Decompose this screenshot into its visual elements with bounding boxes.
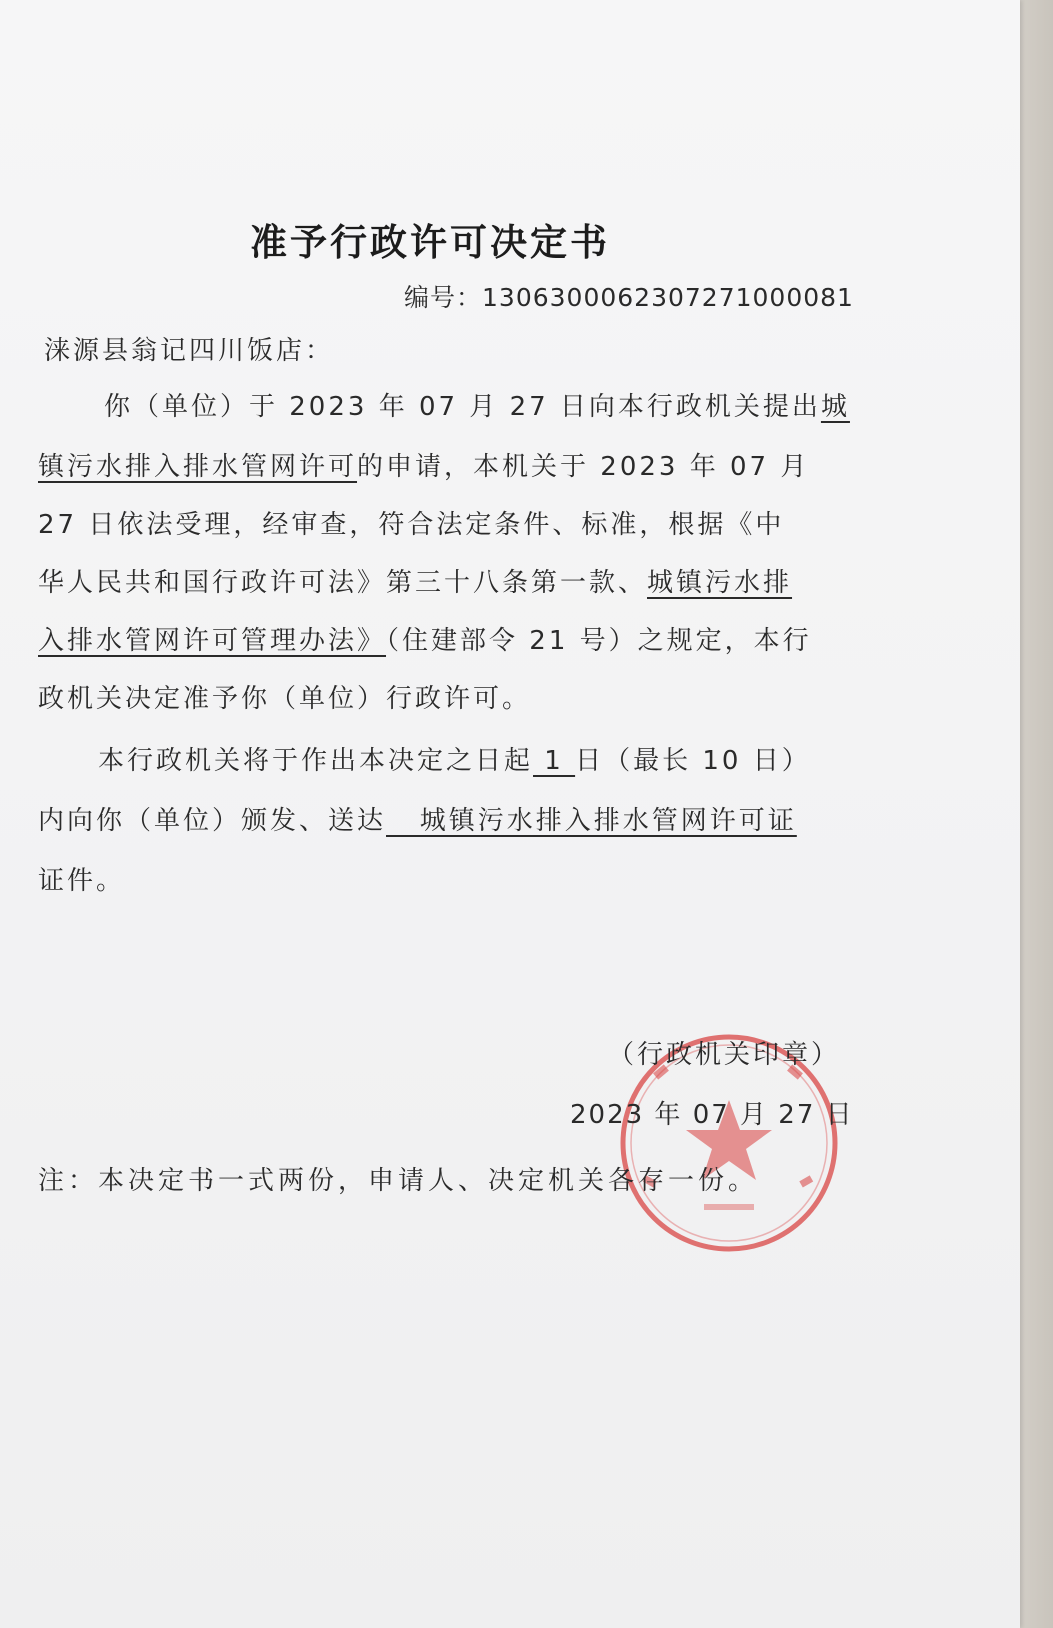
document-number-label: 编号： <box>404 283 483 312</box>
para1-line5 <box>38 620 812 657</box>
para1-line2 <box>38 446 809 483</box>
document-title: 准予行政许可决定书 <box>250 221 610 264</box>
seal-note: （行政机关印章） <box>608 1040 841 1070</box>
para1-line2-text: 的申请，本机关于 2023 年 07 月 <box>357 452 810 482</box>
regulation-name-part2: 入排水管网许可管理办法》 <box>38 626 387 656</box>
para2-line2-text: 内向你（单位）颁发、送达 <box>38 806 387 836</box>
para2-line1-tail: 日（最长 10 日） <box>575 746 811 776</box>
addressee: 涞源县翁记四川饭店： <box>44 336 335 366</box>
permit-name-part1: 城 <box>820 392 850 422</box>
document-number <box>404 278 854 314</box>
para1-line3: 27 日依法受理，经审查，符合法定条件、标准，根据《中 <box>38 510 785 540</box>
para1-line6: 政机关决定准予你（单位）行政许可。 <box>38 684 532 714</box>
para2-line1-text: 本行政机关将于作出本决定之日起 <box>98 746 534 776</box>
issue-date: 2023 年 07 月 27 日 <box>570 1100 854 1130</box>
regulation-name-part1: 城镇污水排 <box>647 568 793 598</box>
para2-line1 <box>98 740 811 777</box>
para1-line1-text: 你（单位）于 2023 年 07 月 27 日向本行政机关提出 <box>104 392 821 422</box>
para1-line1 <box>104 386 850 423</box>
para1-line4-text: 华人民共和国行政许可法》第三十八条第一款、 <box>38 568 648 598</box>
delivery-days: 1 <box>533 746 576 776</box>
para2-line2 <box>38 800 797 837</box>
certificate-name: 城镇污水排入排水管网许可证 <box>386 806 797 836</box>
footnote: 注：本决定书一式两份，申请人、决定机关各存一份。 <box>38 1166 759 1196</box>
document-number-value: 130630006230727100008​1 <box>482 283 854 312</box>
permit-name-part2: 镇污水排入排水管网许可 <box>38 452 358 482</box>
para1-line5-text: （住建部令 21 号）之规定，本行 <box>386 626 812 656</box>
para1-line4 <box>38 562 792 599</box>
para2-line3: 证件。 <box>38 866 126 896</box>
